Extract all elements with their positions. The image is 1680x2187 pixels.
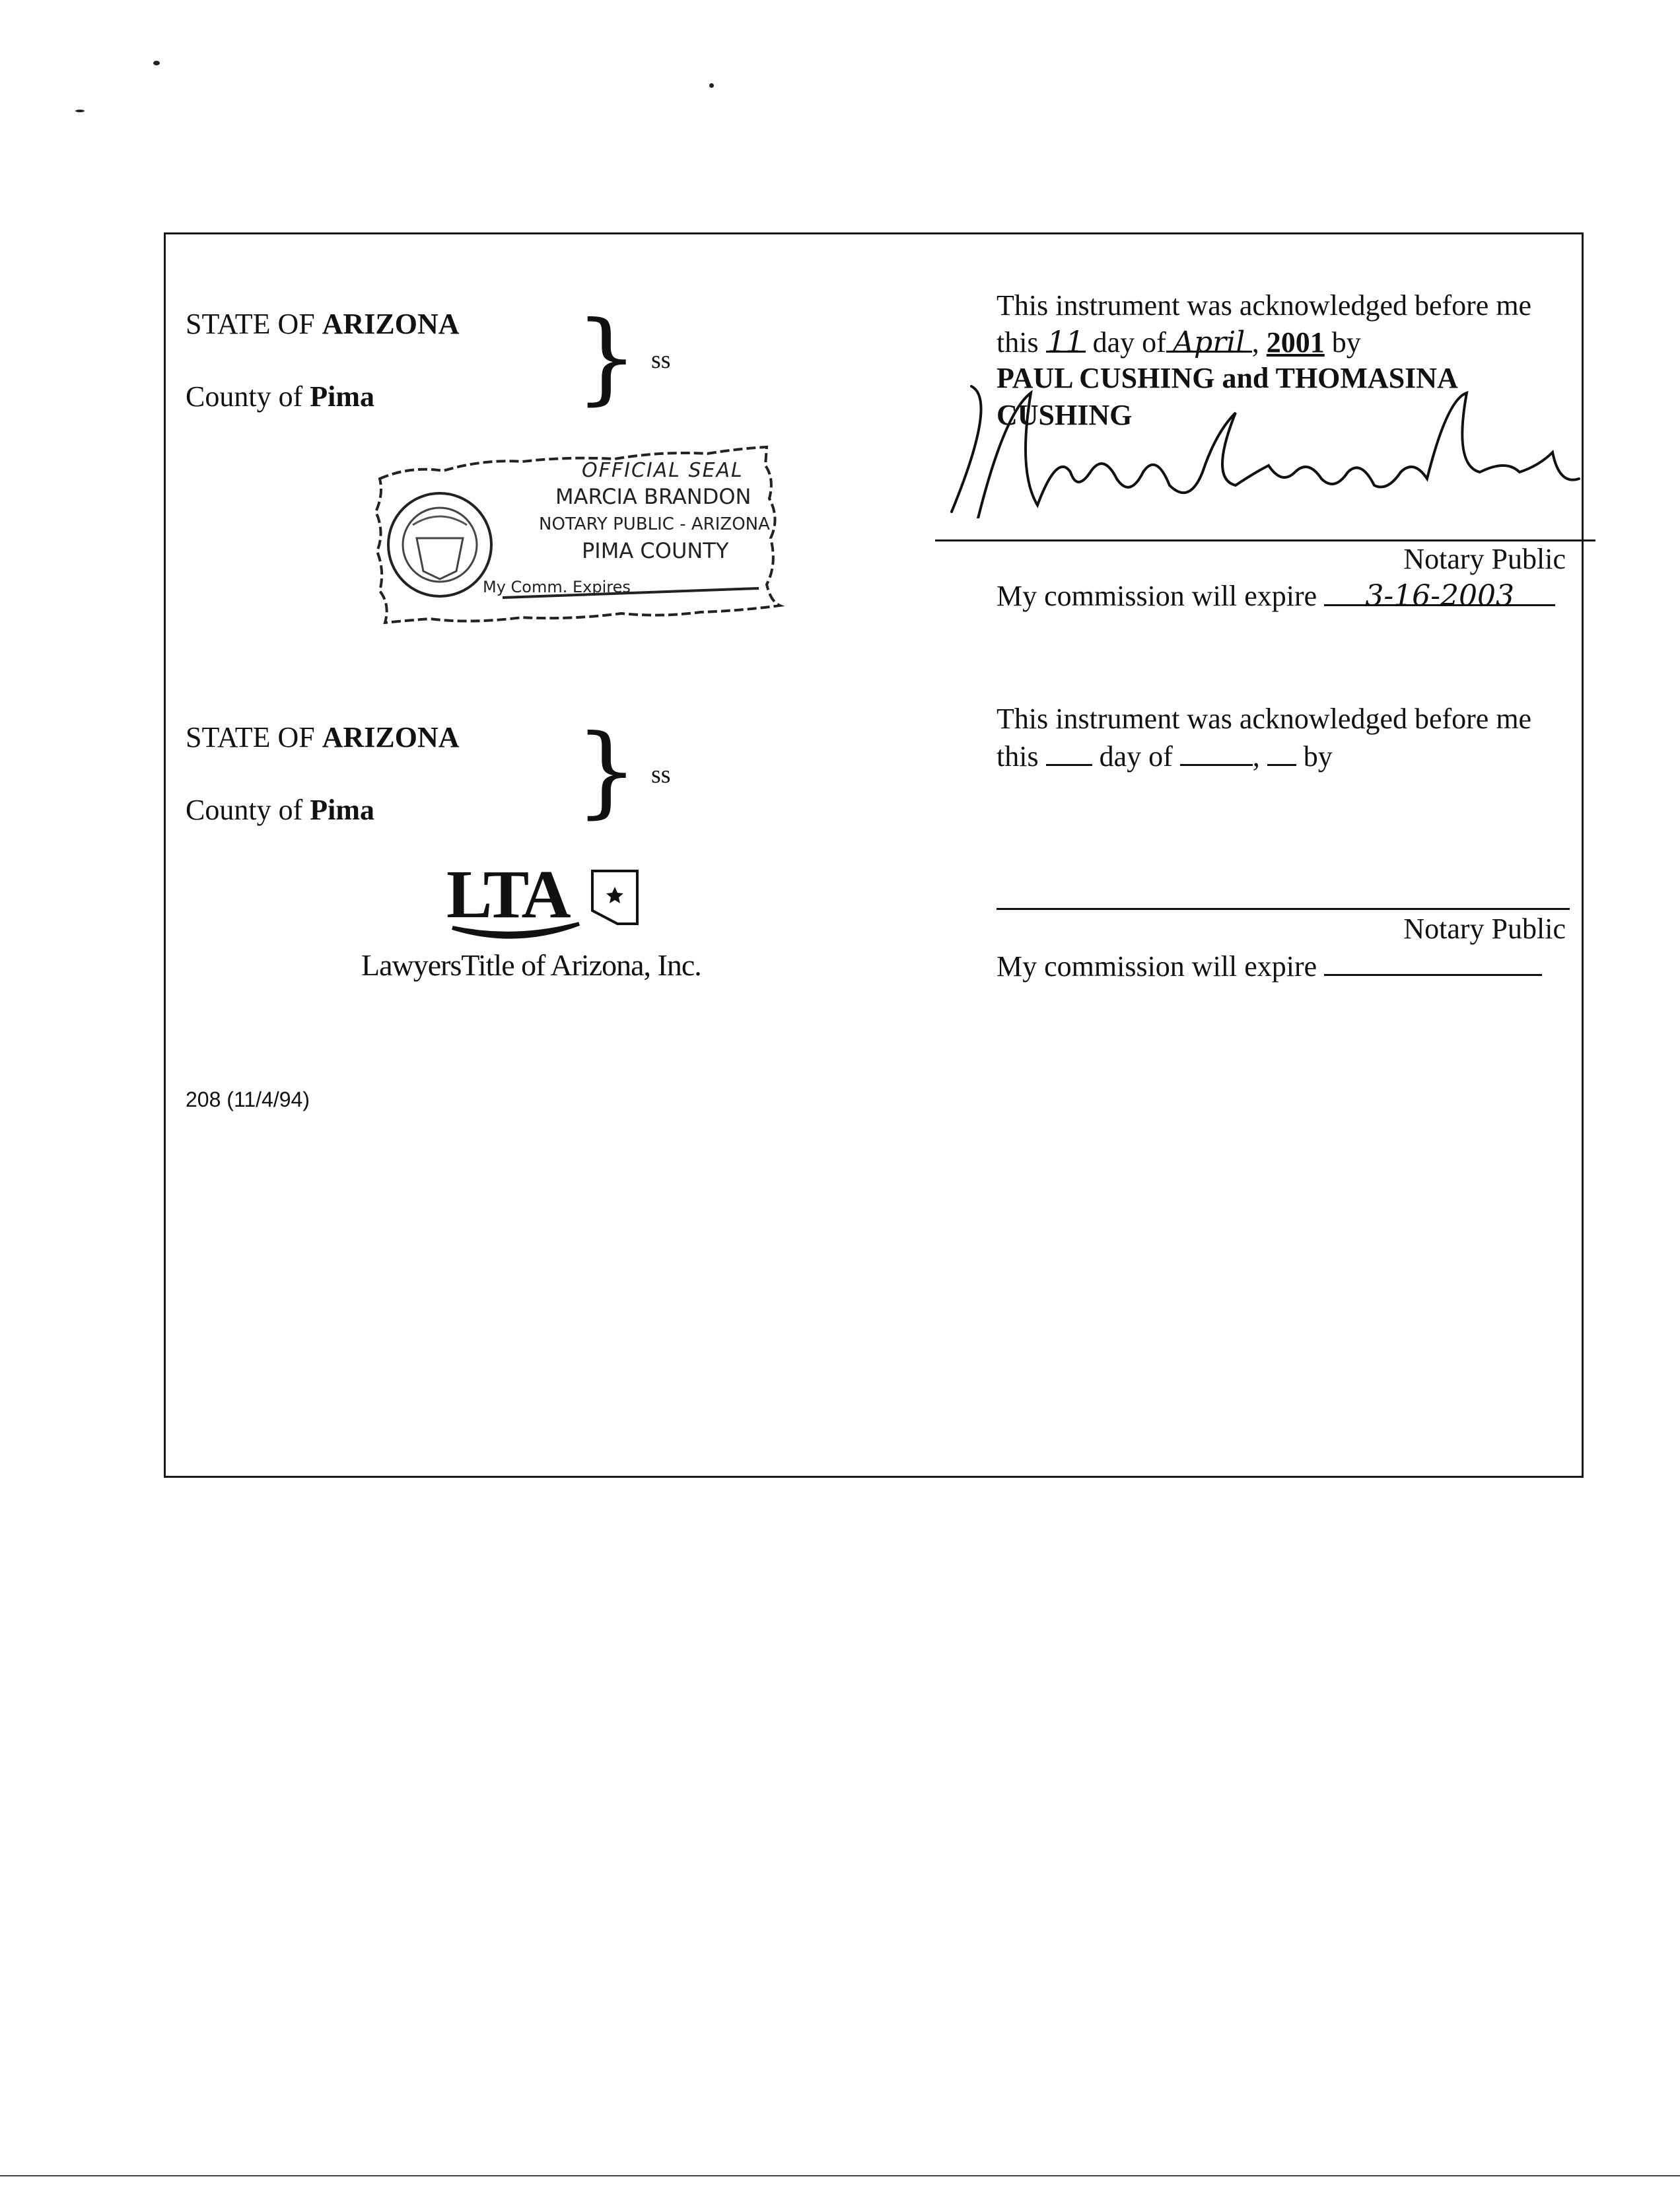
county-line-1 [186, 380, 374, 414]
month-value: April [1166, 326, 1252, 353]
seal-notary-name: MARCIA BRANDON [555, 484, 752, 509]
signers-line-1: PAUL CUSHING and THOMASINA [997, 362, 1458, 394]
scan-speck [153, 61, 160, 65]
page-bottom-edge [0, 2175, 1680, 2176]
seal-expires: My Comm. Expires [483, 578, 631, 596]
scan-speck [709, 83, 714, 88]
state-name: ARIZONA [322, 308, 460, 340]
year-blank [1267, 739, 1296, 766]
ss-2: ss [651, 761, 671, 788]
day-blank [1046, 739, 1092, 766]
ack-date-line-1: this 11 day of April , 2001 by [997, 326, 1361, 359]
ack-date-line-2 [997, 739, 1333, 774]
seal-county: PIMA COUNTY [582, 538, 729, 563]
scan-speck [75, 110, 85, 112]
seal-role: NOTARY PUBLIC - ARIZONA [539, 514, 770, 534]
county-prefix: County of [186, 794, 310, 826]
county-name: Pima [310, 794, 374, 826]
notary-public-label-1: Notary Public [1403, 543, 1566, 575]
county-line-2 [186, 793, 374, 827]
company-name: LawyersTitle of Arizona, Inc. [361, 948, 701, 982]
commission-line-1 [997, 579, 1555, 613]
arizona-state-icon [588, 867, 641, 928]
this-word: this [997, 740, 1039, 773]
commission-label: My commission will expire [997, 950, 1317, 983]
day-of-word: day of [1099, 740, 1173, 773]
state-line-2 [186, 720, 460, 755]
state-name: ARIZONA [322, 721, 460, 753]
form-number: 208 (11/4/94) [186, 1088, 310, 1111]
commission-blank [1324, 949, 1542, 976]
signers-line-2: CUSHING [997, 399, 1133, 431]
signature-line-2 [997, 908, 1570, 910]
state-prefix: STATE OF [186, 308, 322, 340]
acknowledgment-frame [164, 232, 1584, 1478]
ack-line-1: This instrument was acknowledged before me [997, 289, 1532, 322]
by-word: by [1331, 326, 1361, 359]
commission-line-2 [997, 949, 1542, 984]
state-line-1 [186, 307, 460, 341]
lta-logo-mark: LTA [446, 856, 569, 932]
year-value: 2001 [1266, 326, 1325, 359]
this-word: this [997, 326, 1039, 359]
county-name: Pima [310, 380, 374, 413]
ack-line-2: This instrument was acknowledged before me [997, 703, 1532, 735]
month-blank [1180, 739, 1253, 766]
brace-1: } [575, 300, 639, 415]
notary-public-label-2: Notary Public [1403, 913, 1566, 945]
notary-signature [925, 373, 1599, 518]
commission-label: My commission will expire [997, 580, 1317, 612]
day-value: 11 [1047, 326, 1084, 359]
state-prefix: STATE OF [186, 721, 322, 753]
logo-swoosh [450, 921, 582, 948]
brace-2: } [575, 714, 639, 829]
comma: , [1252, 740, 1260, 773]
by-word: by [1303, 740, 1333, 773]
day-of-word: day of [1092, 326, 1166, 359]
ss-1: ss [651, 346, 671, 374]
county-prefix: County of [186, 380, 310, 413]
commission-value: 3-16-2003 [1324, 579, 1555, 606]
signature-line-1 [935, 539, 1595, 541]
seal-title: OFFICIAL SEAL [582, 459, 744, 482]
